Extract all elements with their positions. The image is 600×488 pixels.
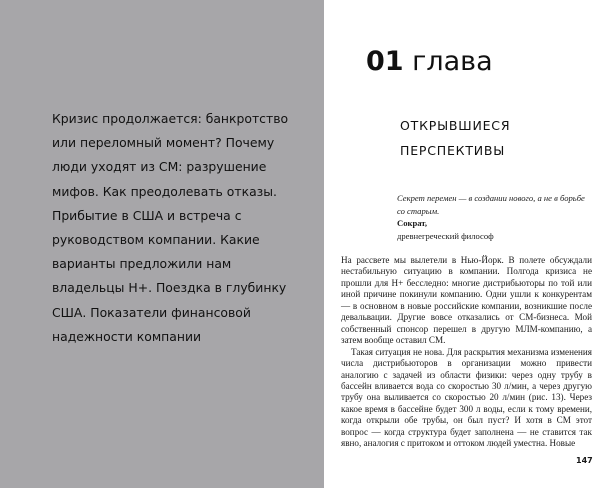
chapter-heading [366, 44, 493, 80]
chapter-title: ОТКРЫВШИЕСЯ ПЕРСПЕКТИВЫ [400, 118, 511, 158]
epigraph-author-description: древнегреческий философ [397, 230, 494, 241]
body-paragraph: На рассвете мы вылетели в Нью-Йорк. В полете обсуждали нестабильную ситуацию в компании. Полгода кризиса не прошли для Н+ бесследно: многие дистрибьюторы по той или иной причине покинули компанию. Одни ушли к конкурентам — в основном в новые российские компании, возникшие после девальвации. Другие вовсе отказались от СМ-бизнеса. Мой собственный спонсор перешел в другую МЛМ-компанию, а затем вообще оставил СМ. [341, 255, 592, 346]
body-paragraph: Такая ситуация не нова. Для раскрытия механизма изменения числа дистрибьюторов в организации можно привести аналогию с задачей из области физики: через одну трубу в бассейн вливается вода со скоростью 30 л/мин, а через другую трубу она выливается со скоростью 20 л/мин (рис. 13). Через какое время в бассейне будет 300 л воды, если к тому времени, когда открыли обе трубы, он был пуст? И хотя в СМ этот вопрос — когда структура будет заполнена — не ставится так явно, аналогия с притоком и оттоком людей уместна. Новые [341, 346, 592, 449]
right-page [324, 0, 600, 488]
page-number: 147 [576, 456, 593, 465]
chapter-word: глава [412, 46, 493, 77]
epigraph-quote: Секрет перемен — в создании нового, а не в борьбе со старым. [397, 193, 585, 216]
body-text [341, 255, 592, 450]
chapter-number: 01 [366, 46, 404, 77]
epigraph-author: Сократ, [397, 218, 428, 229]
epigraph [397, 192, 592, 242]
chapter-summary: Кризис продолжается: банкротство или переломный момент? Почему люди уходят из СМ: разрушение мифов. Как преодолевать отказы. Прибытие в США и встреча с руководством компании. Какие варианты предложили нам владельцы Н+. Поездка в глубинку США. Показатели финансовой надежности компании [52, 111, 289, 344]
